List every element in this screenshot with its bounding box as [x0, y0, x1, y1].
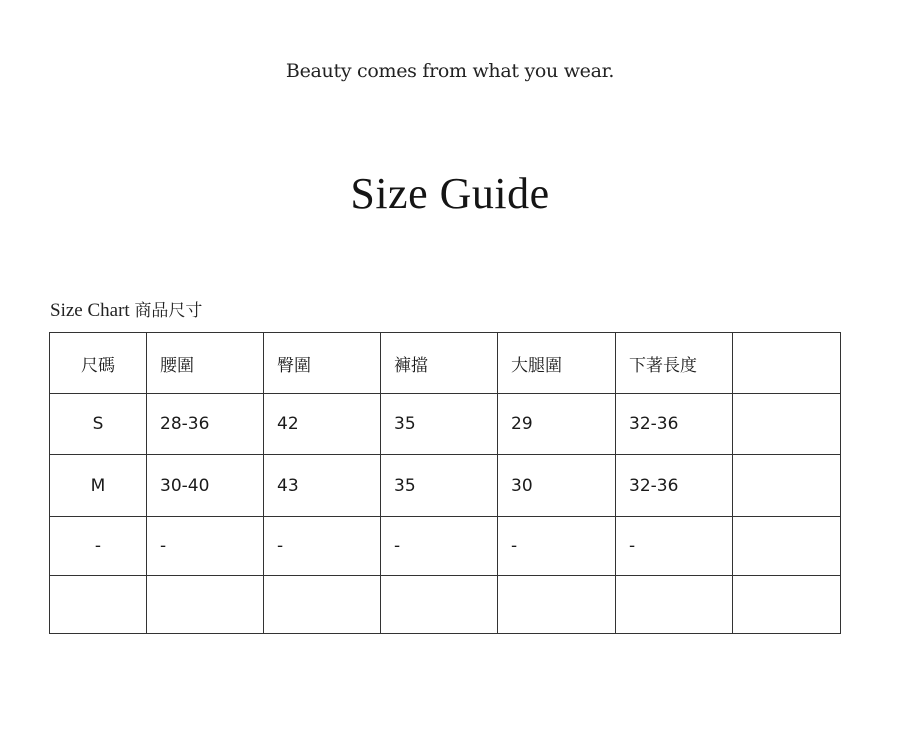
size-table: [49, 332, 841, 634]
page-title: Size Guide: [350, 169, 550, 218]
table-cell: [733, 394, 841, 455]
table-cell: 42: [264, 394, 381, 455]
table-cell: -: [498, 516, 616, 575]
table-cell: 43: [264, 455, 381, 516]
header-cell-hip: 臀圍: [264, 333, 381, 394]
table-cell: [733, 516, 841, 575]
header-cell-thigh: 大腿圍: [498, 333, 616, 394]
table-cell: 32-36: [616, 394, 733, 455]
table-cell: [264, 575, 381, 633]
header-cell-size: 尺碼: [50, 333, 147, 394]
table-row: [50, 455, 841, 516]
table-cell: [381, 575, 498, 633]
table-row: [50, 575, 841, 633]
table-cell: [616, 575, 733, 633]
table-cell: [733, 575, 841, 633]
table-cell: 29: [498, 394, 616, 455]
table-cell: -: [50, 516, 147, 575]
table-cell: 35: [381, 394, 498, 455]
table-cell: -: [147, 516, 264, 575]
table-cell: [498, 575, 616, 633]
table-cell: -: [381, 516, 498, 575]
header-cell-waist: 腰圍: [147, 333, 264, 394]
table-cell: [147, 575, 264, 633]
table-cell: -: [616, 516, 733, 575]
table-cell: 30: [498, 455, 616, 516]
table-cell: 28-36: [147, 394, 264, 455]
table-cell: 32-36: [616, 455, 733, 516]
tagline: Beauty comes from what you wear.: [285, 60, 615, 82]
header-cell-empty: [733, 333, 841, 394]
table-cell: 35: [381, 455, 498, 516]
table-cell: S: [50, 394, 147, 455]
table-cell: M: [50, 455, 147, 516]
table-cell: [733, 455, 841, 516]
table-header-row: [50, 333, 841, 394]
table-cell: -: [264, 516, 381, 575]
header-cell-length: 下著長度: [616, 333, 733, 394]
table-cell: 30-40: [147, 455, 264, 516]
table-cell: [50, 575, 147, 633]
table-row: [50, 394, 841, 455]
size-chart-heading-zh: 商品尺寸: [134, 301, 203, 321]
size-chart-heading: [50, 296, 202, 322]
table-row: [50, 516, 841, 575]
size-chart-heading-en: Size Chart: [50, 300, 130, 321]
header-cell-crotch: 褲擋: [381, 333, 498, 394]
